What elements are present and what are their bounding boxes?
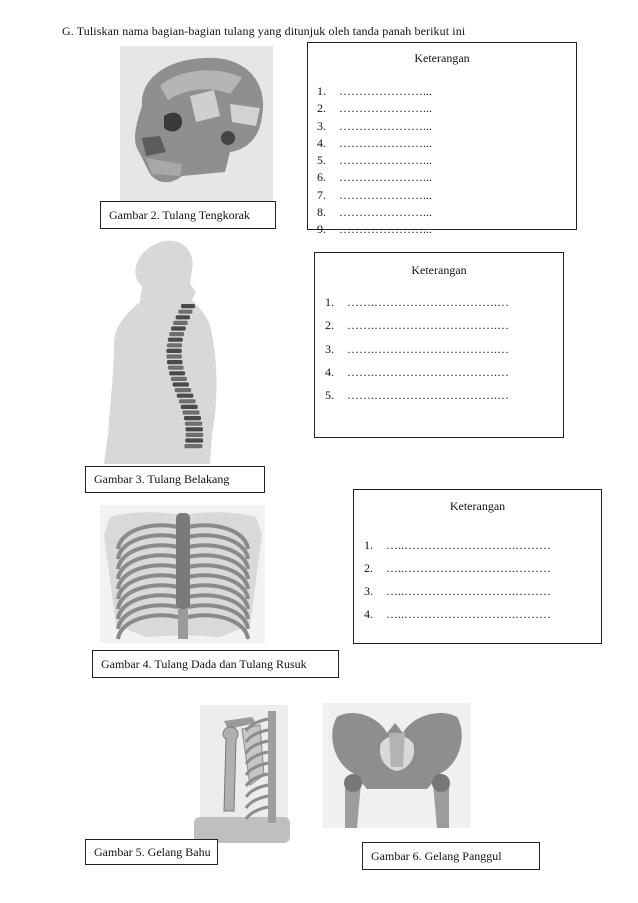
answer-blank[interactable]: …………………... bbox=[339, 84, 432, 98]
vertebra bbox=[179, 399, 196, 403]
list-item: 4. …..……………………….……… bbox=[364, 603, 551, 626]
answer-blank[interactable]: …..……………………….……… bbox=[386, 561, 551, 575]
vertebra bbox=[167, 343, 182, 347]
ribcage-illustration bbox=[100, 505, 265, 643]
chest-box-title: Keterangan bbox=[449, 499, 506, 513]
list-item: 5. …………………... bbox=[317, 152, 432, 169]
answer-blank[interactable]: …….………………………….… bbox=[347, 388, 509, 403]
answer-blank[interactable]: …….………………………….… bbox=[347, 341, 509, 356]
skull-caption-text: Gambar 2. Tulang Tengkorak bbox=[109, 207, 250, 222]
vertebra bbox=[181, 304, 195, 308]
list-item: 1. …………………... bbox=[317, 83, 432, 100]
pelvis-caption-text: Gambar 6. Gelang Panggul bbox=[371, 848, 502, 863]
shoulder-caption-text: Gambar 5. Gelang Bahu bbox=[94, 844, 211, 859]
answer-blank[interactable]: …..……………………….……… bbox=[386, 584, 551, 598]
vertebra bbox=[177, 394, 194, 398]
vertebra bbox=[168, 338, 183, 342]
vertebra bbox=[169, 371, 185, 375]
list-item: 2. …………………... bbox=[317, 100, 432, 117]
list-item: 3. …….………………………….… bbox=[325, 338, 509, 361]
vertebra bbox=[166, 354, 181, 358]
vertebra bbox=[185, 422, 202, 426]
skull-answer-list bbox=[317, 83, 432, 239]
vertebra bbox=[175, 388, 191, 392]
skull-answer-box bbox=[307, 42, 577, 237]
spine-caption-text: Gambar 3. Tulang Belakang bbox=[94, 472, 230, 486]
list-item: 2. …..……………………….……… bbox=[364, 557, 551, 580]
list-item: 8. …………………... bbox=[317, 204, 432, 221]
list-item: 9. …………………... bbox=[317, 221, 432, 238]
vertebra bbox=[181, 405, 198, 409]
vertebra bbox=[186, 433, 204, 437]
spine-caption bbox=[85, 466, 265, 493]
answer-blank[interactable]: …………………... bbox=[339, 101, 432, 116]
list-item: 4. …….………………………….… bbox=[325, 361, 509, 384]
list-item: 5. …….………………………….… bbox=[325, 384, 509, 407]
shoulder-girdle-illustration bbox=[194, 705, 290, 843]
shoulder-caption bbox=[85, 839, 218, 865]
chest-caption bbox=[92, 650, 339, 678]
skull-caption bbox=[100, 201, 276, 229]
vertebra bbox=[171, 326, 186, 330]
vertebra bbox=[166, 349, 181, 353]
vertebra bbox=[184, 416, 201, 420]
answer-blank[interactable]: …………………... bbox=[339, 135, 432, 150]
spine-answer-box bbox=[314, 252, 564, 438]
list-item: 7. …………………... bbox=[317, 187, 432, 204]
list-item: 4. …………………... bbox=[317, 135, 432, 152]
vertebra bbox=[171, 377, 187, 381]
spine-illustration bbox=[100, 234, 250, 464]
vertebra bbox=[167, 360, 183, 364]
worksheet-heading: G. Tuliskan nama bagian-bagian tulang yang ditunjuk oleh tanda panah berikut ini bbox=[62, 24, 466, 38]
vertebra bbox=[178, 310, 192, 314]
chest-answer-list bbox=[364, 534, 551, 626]
list-item: 6. …………………... bbox=[317, 169, 432, 186]
list-item: 3. …………………... bbox=[317, 118, 432, 135]
answer-blank[interactable]: …………………... bbox=[339, 187, 432, 202]
answer-blank[interactable]: …….………………………….… bbox=[347, 318, 509, 333]
answer-blank[interactable]: …..……………………….……… bbox=[386, 607, 551, 621]
spine-answer-list bbox=[325, 291, 509, 407]
vertebra bbox=[173, 321, 187, 325]
pelvis-caption bbox=[362, 842, 540, 870]
vertebra bbox=[173, 382, 189, 386]
vertebra bbox=[176, 315, 190, 319]
answer-blank[interactable]: …….………………………….… bbox=[347, 295, 509, 309]
answer-blank[interactable]: …………………... bbox=[339, 222, 432, 237]
list-item: 3. …..……………………….……… bbox=[364, 580, 551, 603]
chest-answer-box bbox=[353, 489, 602, 644]
skull-illustration bbox=[120, 46, 273, 201]
vertebra bbox=[184, 444, 202, 448]
answer-blank[interactable]: …………………... bbox=[339, 170, 432, 185]
answer-blank[interactable]: …………………... bbox=[339, 205, 432, 220]
skull-box-title: Keterangan bbox=[414, 51, 470, 65]
chest-caption-text: Gambar 4. Tulang Dada dan Tulang Rusuk bbox=[101, 656, 307, 671]
answer-blank[interactable]: …….………………………….… bbox=[347, 364, 509, 379]
answer-blank[interactable]: …………………... bbox=[339, 118, 432, 133]
list-item: 1. …….………………………….… bbox=[325, 291, 509, 314]
answer-blank[interactable]: …………………... bbox=[339, 153, 432, 168]
list-item: 1. …..……………………….……… bbox=[364, 534, 551, 557]
vertebra bbox=[169, 332, 184, 336]
vertebra bbox=[185, 427, 203, 431]
pelvis-illustration bbox=[323, 703, 471, 828]
vertebra bbox=[185, 438, 203, 442]
list-item: 2. …….………………………….… bbox=[325, 314, 509, 337]
vertebra bbox=[168, 366, 184, 370]
spine-box-title: Keterangan bbox=[411, 263, 467, 277]
vertebra bbox=[182, 410, 199, 414]
answer-blank[interactable]: …..……………………….……… bbox=[386, 538, 551, 552]
